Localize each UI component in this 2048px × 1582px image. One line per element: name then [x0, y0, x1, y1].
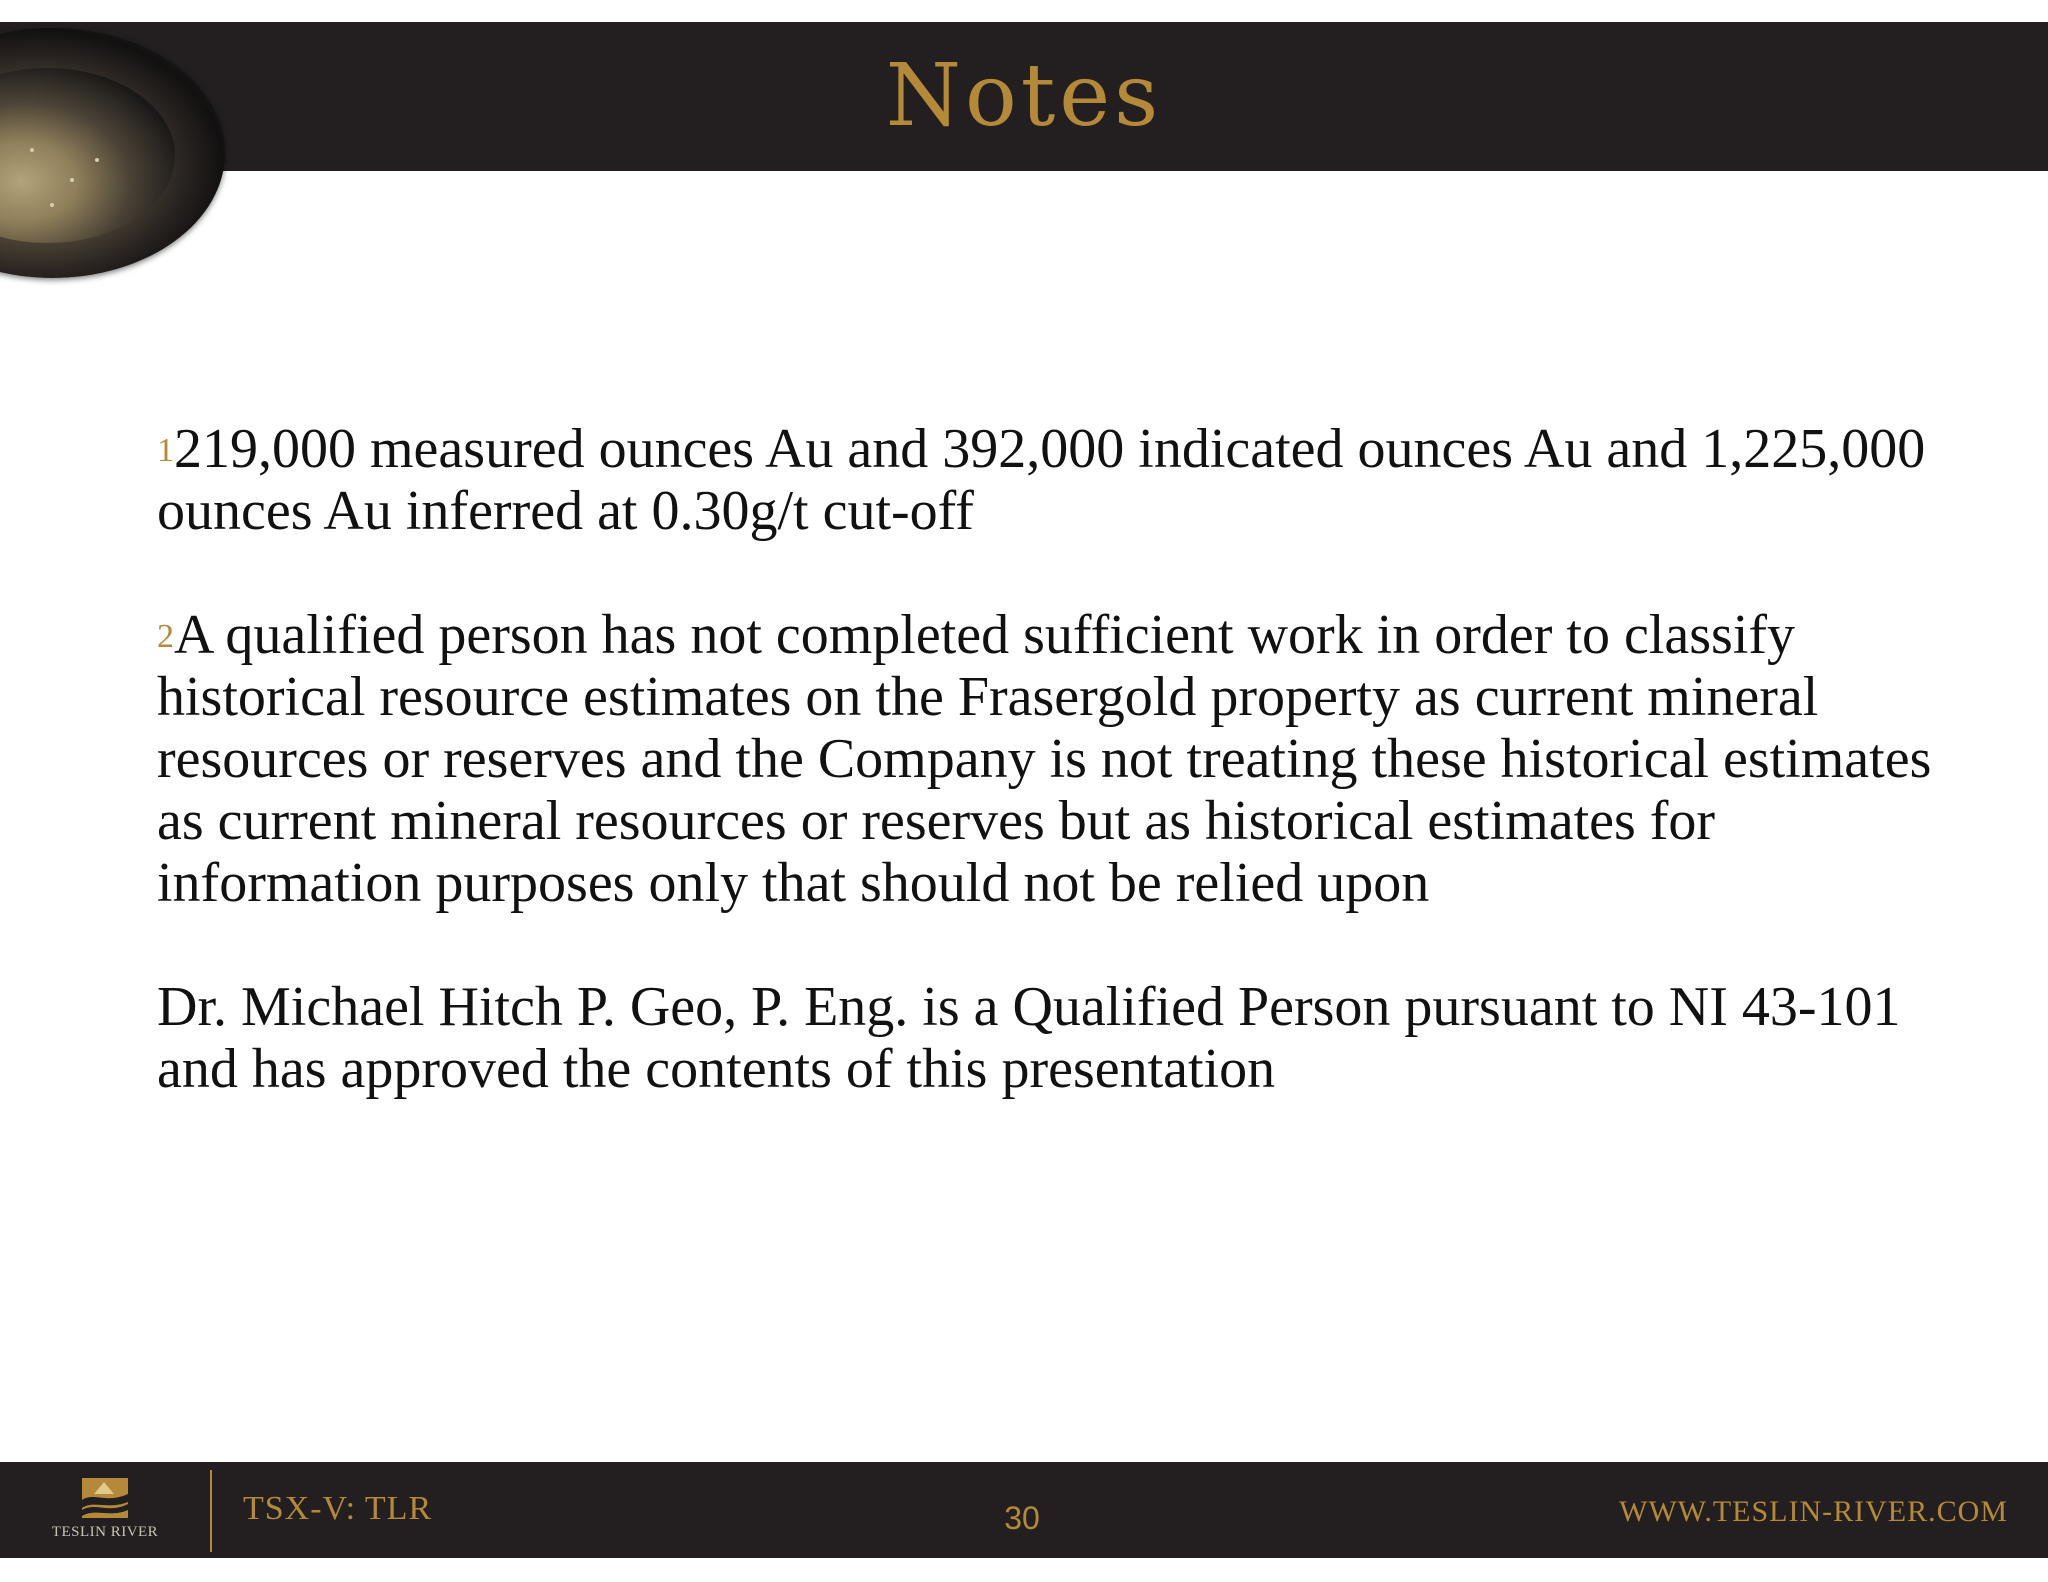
logo-wordmark: TESLIN RIVER — [51, 1524, 159, 1540]
slide-title: Notes — [885, 46, 1163, 146]
note-2-text: A qualified person has not completed sufficient work in order to classify historical resource estimates on the Frasergold property as current mineral resources or reserves and the Company is not treating these historical estimates as current mineral resources or reserves but as historical estimates for information purposes only that should not be relied upon — [157, 604, 1932, 914]
page-number: 30 — [1004, 1500, 1040, 1536]
footnote-marker-1: 1 — [157, 432, 174, 469]
notes-content — [157, 418, 1977, 1162]
note-1 — [157, 418, 1977, 542]
teslin-river-logo-icon — [78, 1474, 132, 1522]
gold-fleck — [50, 203, 54, 207]
note-3 — [157, 976, 1977, 1100]
footnote-marker-2: 2 — [157, 618, 174, 655]
ticker-symbol: TSX-V: TLR — [243, 1490, 433, 1527]
footer-divider — [210, 1470, 212, 1552]
note-3-text: Dr. Michael Hitch P. Geo, P. Eng. is a Qualified Person pursuant to NI 43-101 and has approved the contents of this presentation — [157, 976, 1901, 1100]
top-margin — [0, 0, 2048, 22]
note-1-text: 219,000 measured ounces Au and 392,000 indicated ounces Au and 1,225,000 ounces Au inferred at 0.30g/t cut-off — [157, 418, 1926, 542]
website-link[interactable]: WWW.TESLIN-RIVER.COM — [1619, 1495, 2008, 1528]
note-2 — [157, 604, 1977, 914]
bottom-margin — [0, 1558, 2048, 1582]
gold-fleck — [95, 158, 99, 162]
gold-fleck — [70, 178, 74, 182]
